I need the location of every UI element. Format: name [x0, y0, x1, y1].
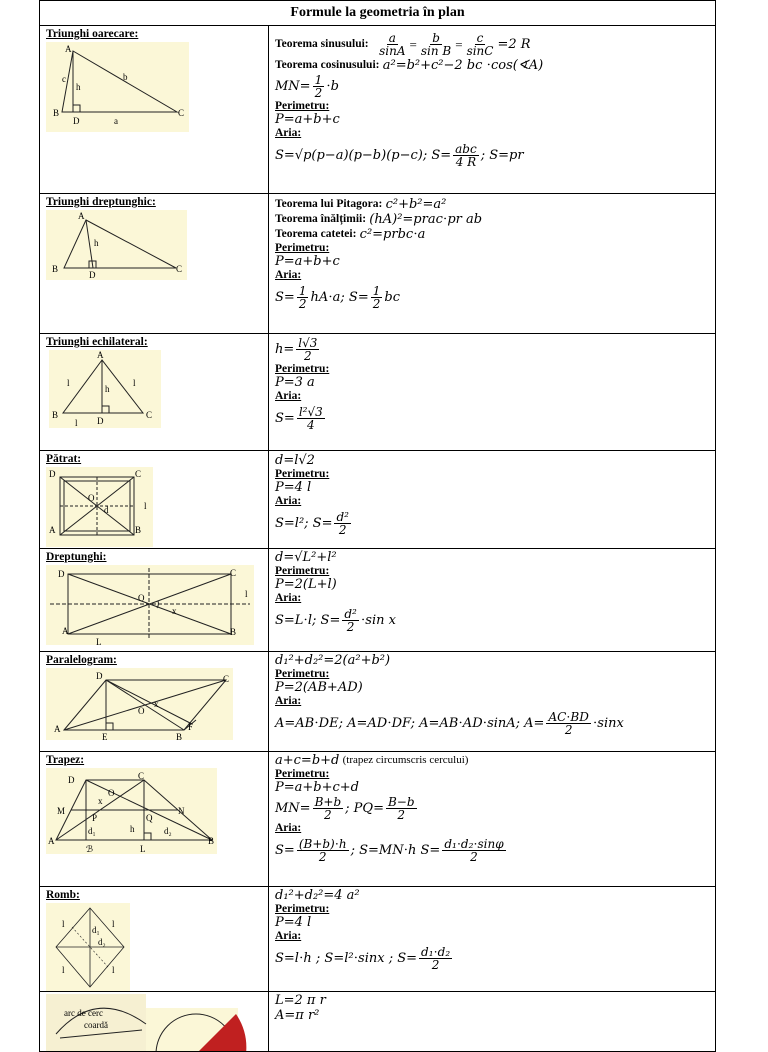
fig-label: C — [223, 674, 230, 684]
inaltimii-formula: (hA)²=praс⋅pr ab — [369, 212, 483, 227]
fig-label: l — [62, 919, 65, 929]
fig-label: l — [245, 589, 248, 599]
fig-label: D — [73, 116, 80, 126]
frac-num: B−b — [387, 794, 415, 809]
fig-label: h — [130, 824, 135, 834]
sinus-label: Teorema sinusului: — [275, 37, 369, 50]
trapez-condition-note: (trapez circumscris cercului) — [342, 754, 469, 766]
fig-label: l — [133, 378, 136, 388]
fig-label: P — [92, 813, 98, 823]
area-label: Aria: — [275, 591, 302, 604]
fig-label: d₂ — [164, 826, 172, 836]
section-title: Triunghi echilateral: — [46, 336, 148, 348]
fig-label: B — [52, 264, 59, 274]
fig-label: Q — [146, 813, 153, 823]
section-title: Trapez: — [46, 754, 85, 766]
fig-label: D — [97, 416, 104, 426]
fig-label: C — [176, 264, 183, 274]
fig-label: l — [62, 965, 65, 975]
section-title: Romb: — [46, 889, 80, 901]
diagonal-formula: d=√L²+l² — [275, 550, 337, 565]
perimeter-label: Perimetru: — [275, 668, 330, 680]
perimeter-formula: P=a+b+c+d — [275, 779, 359, 795]
row-patrat — [40, 451, 716, 549]
frac-num: AC⋅BD — [548, 710, 589, 724]
area-label: Aria: — [275, 929, 302, 942]
area-label: Aria: — [275, 694, 302, 707]
fig-label: c — [62, 74, 66, 84]
pq-left: ; PQ= — [345, 800, 384, 816]
frac-den: sin B — [420, 44, 452, 58]
fig-label: O — [88, 493, 95, 503]
frac-den: 2 — [431, 958, 440, 972]
row-cerc — [40, 992, 716, 1052]
mn-left: MN= — [275, 800, 311, 816]
diagonal-formula: d₁²+d₂²=4 a² — [275, 888, 360, 903]
fig-label: C — [146, 410, 153, 420]
frac-den: 2 — [338, 523, 347, 537]
frac-den: 2 — [346, 620, 355, 634]
frac-num: d₁⋅d₂⋅sinφ — [444, 837, 504, 851]
area-formula-end: ⋅sinx — [592, 716, 624, 731]
perimeter-formula: P=3 a — [275, 374, 315, 390]
fig-label: x — [172, 606, 177, 616]
area-formula: S=l⋅h ; S=l²⋅sinx ; S= — [275, 951, 418, 966]
fig-label: d₁ — [88, 826, 96, 836]
catetei-label: Teorema catetei: — [275, 227, 357, 240]
row-triunghi-oarecare: Triunghi oarecare: A B C D a b c h Teorema sinusului: $\frac{a}{\sin A}$ = $\frac{b}{\text{sin B}}$ = $\frac{c}{\sin C}$ =2 R Teorema cosinusului: a²=b²+c²−2 bc ⋅cos(∢A) MN= $\frac{1}{2}$ ⋅b Perimetru: P=a+b+c Aria: S=√p(p−a)(p−b)(p−c); S= abc 4 R ; S=pr — [40, 26, 716, 194]
trapez-condition: a+c=b+d — [275, 753, 340, 768]
figure-triunghi-echilateral — [49, 350, 161, 428]
row-paralelogram — [40, 652, 716, 752]
formula-table — [39, 0, 716, 1052]
frac-num: abc — [455, 142, 477, 156]
frac-num: (B+b)⋅h — [298, 837, 347, 851]
fig-label: F — [188, 722, 194, 732]
perimeter-label: Perimetru: — [275, 468, 330, 480]
fig-label: N — [178, 806, 185, 816]
perimeter-formula: P=4 l — [275, 479, 312, 495]
figure-romb — [46, 903, 130, 991]
frac-den: 2 — [397, 807, 406, 822]
sinus-end: =2 R — [497, 37, 531, 52]
section-title: Triunghi oarecare: — [46, 28, 139, 40]
fig-label: A — [78, 211, 85, 221]
cosinus-formula: a²=b²+c²−2 bc ⋅cos(∢A) — [382, 58, 544, 73]
fig-label: a — [114, 116, 118, 126]
area-formula: S= — [275, 843, 295, 858]
frac-num: l√3 — [298, 336, 318, 350]
fig-label: l — [112, 919, 115, 929]
fig-label: h — [105, 384, 110, 394]
fig-label: A — [62, 626, 69, 636]
mn-left: MN= — [275, 79, 311, 94]
fig-chord-label: coardă — [84, 1020, 108, 1030]
row-triunghi-dreptunghic — [40, 194, 716, 334]
fig-label: C — [230, 568, 237, 578]
fig-label: L — [96, 637, 102, 645]
mn-right: ⋅b — [326, 79, 340, 94]
frac-den: 2 — [318, 850, 327, 864]
frac-num: 1 — [372, 284, 381, 298]
diagonal-formula: d₁²+d₂²=2(a²+b²) — [275, 653, 391, 668]
frac-num: 1 — [314, 73, 323, 87]
frac-den: sinA — [379, 44, 406, 58]
fig-label: D — [89, 270, 96, 280]
area-formula-mid: hA⋅a; S= — [310, 290, 369, 305]
fig-label: D — [58, 569, 65, 579]
frac-num: l²√3 — [298, 405, 323, 419]
area-formula-mid: ; S=MN⋅h S= — [350, 843, 441, 858]
section-title: Paralelogram: — [46, 654, 117, 666]
frac-num: d² — [344, 607, 357, 621]
area-formula: A=AB⋅DE; A=AD⋅DF; A=AB⋅AD⋅sinA; A= — [275, 716, 545, 731]
row-romb — [40, 887, 716, 992]
frac-den: 2 — [372, 297, 381, 311]
figure-trapez — [46, 768, 217, 854]
perimeter-formula: P=2(L+l) — [275, 576, 337, 592]
catetei-formula: c²=prbc⋅a — [359, 227, 426, 242]
height-left: h= — [275, 342, 295, 357]
fig-label: O — [138, 706, 145, 716]
area-formula: S=L⋅l; S= — [275, 613, 341, 628]
area-label: Aria: — [275, 494, 302, 507]
frac-den: 2 — [470, 850, 478, 864]
circumference-formula: L=2 π r — [275, 993, 326, 1008]
section-title: Triunghi dreptunghic: — [46, 196, 156, 208]
frac-num: b — [432, 31, 440, 45]
figure-dreptunghi — [46, 565, 254, 645]
fig-label: x — [98, 796, 103, 806]
fig-label: ℬ — [86, 844, 94, 854]
frac-num: d² — [336, 510, 349, 524]
area-formula-end: ; S=pr — [480, 148, 524, 163]
inaltimii-label: Teorema înălțimii: — [275, 212, 367, 225]
fig-label: D — [96, 671, 103, 681]
fig-label: h — [94, 238, 99, 248]
fig-label: L — [140, 844, 146, 854]
fig-label: x — [154, 699, 159, 709]
area-formula: S=√p(p−a)(p−b)(p−c); S= — [275, 148, 452, 163]
fig-label: O — [108, 788, 115, 798]
row-dreptunghi — [40, 549, 716, 652]
fig-label: d — [104, 505, 109, 515]
frac-num: c — [476, 31, 484, 45]
frac-num: d₁⋅d₂ — [421, 945, 451, 959]
area-label: Aria: — [275, 389, 302, 402]
frac-den: 2 — [564, 723, 573, 737]
fig-arc-label: arc de cerc — [64, 1008, 103, 1018]
fig-label: A — [65, 44, 72, 54]
area-formula-end: bc — [384, 290, 400, 305]
frac-den: 4 R — [455, 155, 477, 169]
perimeter-label: Perimetru: — [275, 903, 330, 915]
area-label: Aria: — [275, 126, 302, 139]
figure-triunghi-oarecare — [46, 42, 189, 132]
fig-label: C — [135, 469, 142, 479]
pitagora-formula: c²+b²=a² — [385, 197, 447, 212]
pitagora-label: Teorema lui Pitagora: — [275, 197, 383, 210]
frac-den: 2 — [314, 86, 323, 100]
figure-patrat — [46, 467, 153, 547]
fig-label: A — [54, 724, 61, 734]
circle-area-formula: A=π r² — [275, 1008, 320, 1023]
perimeter-label: Perimetru: — [275, 100, 330, 112]
fig-label: d₂ — [98, 937, 106, 947]
figure-paralelogram — [46, 668, 233, 740]
frac-den: 2 — [324, 807, 332, 822]
fig-label: l — [144, 501, 147, 511]
frac-num: B+b — [314, 794, 342, 809]
fig-label: l — [67, 378, 70, 388]
cosinus-label: Teorema cosinusului: — [275, 58, 380, 71]
area-label: Aria: — [275, 268, 302, 281]
perimeter-formula: P=4 l — [275, 914, 312, 930]
fig-label: h — [76, 82, 81, 92]
page-title: Formule la geometria în plan — [40, 1, 716, 26]
fig-label: A — [49, 525, 56, 535]
fig-label: O — [138, 593, 145, 603]
fig-label: C — [138, 771, 145, 781]
fig-label: d₁ — [92, 925, 100, 935]
fig-label: A — [48, 836, 55, 846]
fig-label: M — [57, 806, 66, 816]
frac-den: 2 — [298, 297, 307, 311]
area-label: Aria: — [275, 821, 302, 834]
fig-label: D — [68, 775, 75, 785]
frac-num: a — [388, 31, 396, 45]
area-formula: S=l²; S= — [275, 516, 333, 531]
row-triunghi-echilateral — [40, 334, 716, 451]
frac-den: 4 — [306, 418, 315, 432]
perimeter-label: Perimetru: — [275, 768, 330, 780]
figure-cerc — [46, 994, 268, 1052]
perimeter-formula: P=a+b+c — [275, 253, 340, 269]
fig-label: B — [176, 732, 183, 740]
frac-num: 1 — [298, 284, 307, 298]
section-title: Pătrat: — [46, 453, 82, 465]
figure-triunghi-dreptunghic — [46, 210, 187, 280]
perimeter-label: Perimetru: — [275, 242, 330, 254]
fig-label: l — [112, 965, 115, 975]
frac-den: 2 — [304, 349, 312, 363]
frac-den: sinC — [466, 44, 494, 58]
fig-label: l — [75, 418, 78, 428]
row-trapez — [40, 752, 716, 887]
fig-label: B — [230, 627, 237, 637]
section-title: Dreptunghi: — [46, 551, 107, 563]
fig-label: b — [123, 72, 128, 82]
area-left: S= — [275, 411, 295, 426]
fig-label: B — [208, 836, 215, 846]
fig-label: A — [97, 350, 104, 360]
fig-label: B — [52, 410, 59, 420]
perimeter-formula: P=2(AB+AD) — [275, 679, 363, 695]
perimeter-label: Perimetru: — [275, 363, 330, 375]
perimeter-formula: P=a+b+c — [275, 111, 340, 127]
fig-label: B — [53, 108, 60, 118]
perimeter-label: Perimetru: — [275, 565, 330, 577]
fig-label: D — [49, 469, 56, 479]
diagonal-formula: d=l√2 — [275, 453, 315, 468]
formula-sheet — [39, 0, 715, 1030]
area-formula-end: ⋅sin x — [360, 613, 396, 628]
fig-label: E — [102, 732, 108, 740]
area-formula: S= — [275, 290, 295, 305]
fig-label: B — [135, 525, 142, 535]
fig-label: C — [178, 108, 185, 118]
